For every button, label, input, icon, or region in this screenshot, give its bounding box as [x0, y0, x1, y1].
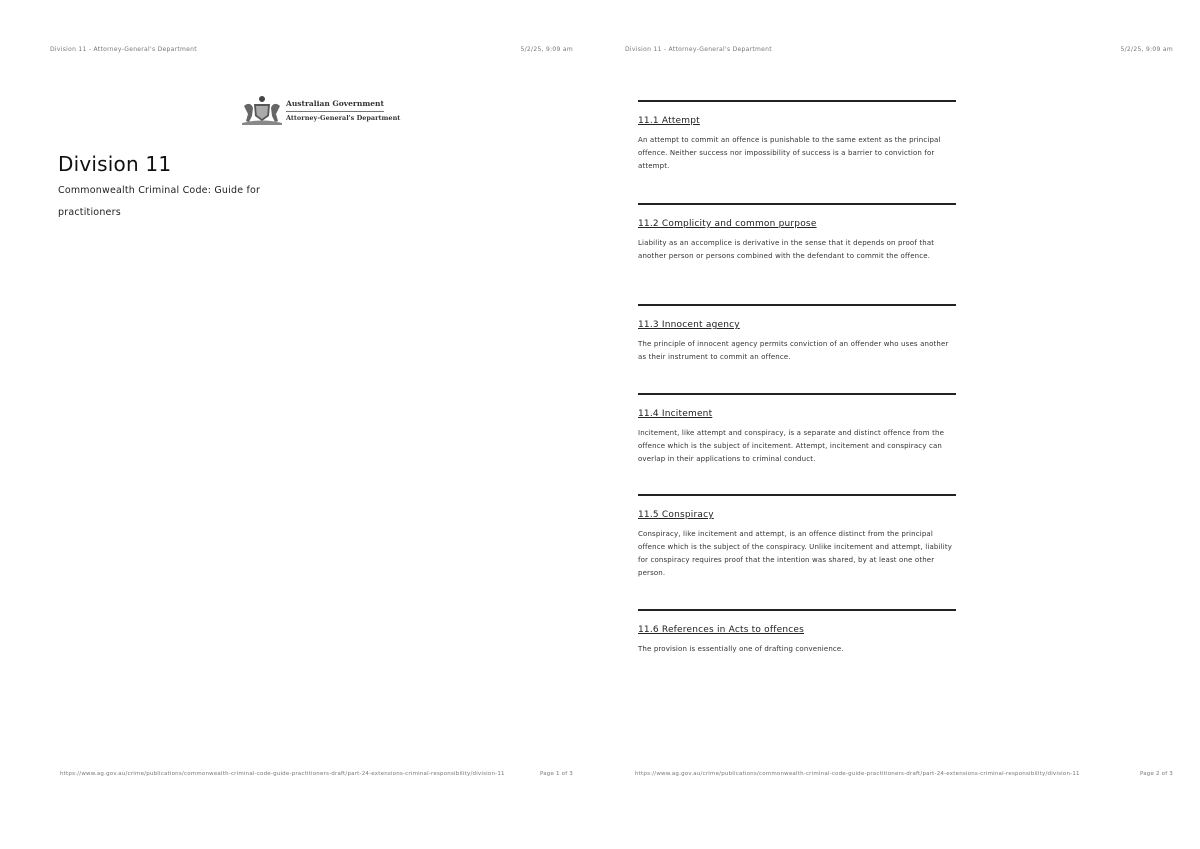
section-heading-link[interactable]: 11.2 Complicity and common purpose	[638, 219, 817, 229]
coat-of-arms-icon	[240, 94, 284, 126]
section-body: An attempt to commit an offence is punishable to the same extent as the principal offence. Neither success nor impossibility of success is a barrier to conviction for attempt.	[638, 136, 941, 170]
section-divider	[638, 494, 956, 496]
section-heading-link[interactable]: 11.3 Innocent agency	[638, 320, 740, 330]
section-conspiracy	[638, 494, 956, 580]
footer-page-number: Page 2 of 3	[1139, 771, 1173, 777]
section-heading-link[interactable]: 11.4 Incitement	[638, 409, 713, 419]
logo-divider	[286, 111, 384, 112]
government-logo	[240, 94, 400, 126]
page-header-title: Division 11 - Attorney-General's Department	[625, 46, 772, 53]
section-attempt	[638, 100, 956, 173]
section-divider	[638, 393, 956, 395]
page-subtitle: Commonwealth Criminal Code: Guide for practitioners	[58, 185, 261, 218]
section-references	[638, 609, 956, 656]
section-body: Incitement, like attempt and conspiracy, is a separate and distinct offence from the offence which is the subject of incitement. Attempt, incitement and conspiracy can overlap in their applications to criminal conduct.	[638, 429, 945, 463]
logo-government-text: Australian Government	[286, 98, 384, 108]
page-header-timestamp: 5/2/25, 9:09 am	[1120, 46, 1173, 53]
section-body: Liability as an accomplice is derivative in the sense that it depends on proof that another person or persons combined with the defendant to commit the offence.	[638, 239, 935, 260]
page-title: Division 11	[58, 152, 172, 176]
section-incitement	[638, 393, 956, 466]
section-heading-link[interactable]: 11.6 References in Acts to offences	[638, 625, 805, 635]
page-header-title: Division 11 - Attorney-General's Department	[50, 46, 197, 53]
section-body: Conspiracy, like incitement and attempt, is an offence distinct from the principal offence which is the subject of the conspiracy. Unlike incitement and attempt, liability for conspiracy requires proof that the intention was shared, by at least one other person.	[638, 530, 953, 577]
section-heading-link[interactable]: 11.1 Attempt	[638, 116, 700, 126]
section-body: The provision is essentially one of drafting convenience.	[638, 645, 844, 653]
section-divider	[638, 609, 956, 611]
section-divider	[638, 100, 956, 102]
section-complicity	[638, 203, 956, 263]
footer-page-number: Page 1 of 3	[539, 771, 573, 777]
footer-url: https://www.ag.gov.au/crime/publications/commonwealth-criminal-code-guide-practitioners-draft/part-24-extensions-criminal-responsibility/division-11	[60, 771, 505, 777]
section-innocent-agency	[638, 304, 956, 364]
footer-url: https://www.ag.gov.au/crime/publications/commonwealth-criminal-code-guide-practitioners-draft/part-24-extensions-criminal-responsibility/division-11	[635, 771, 1080, 777]
page-header-timestamp: 5/2/25, 9:09 am	[520, 46, 573, 53]
section-body: The principle of innocent agency permits conviction of an offender who uses another as their instrument to commit an offence.	[638, 340, 949, 361]
section-heading-link[interactable]: 11.5 Conspiracy	[638, 510, 714, 520]
page-2	[600, 0, 1200, 849]
logo-department-text: Attorney-General's Department	[286, 113, 401, 122]
section-divider	[638, 304, 956, 306]
section-divider	[638, 203, 956, 205]
